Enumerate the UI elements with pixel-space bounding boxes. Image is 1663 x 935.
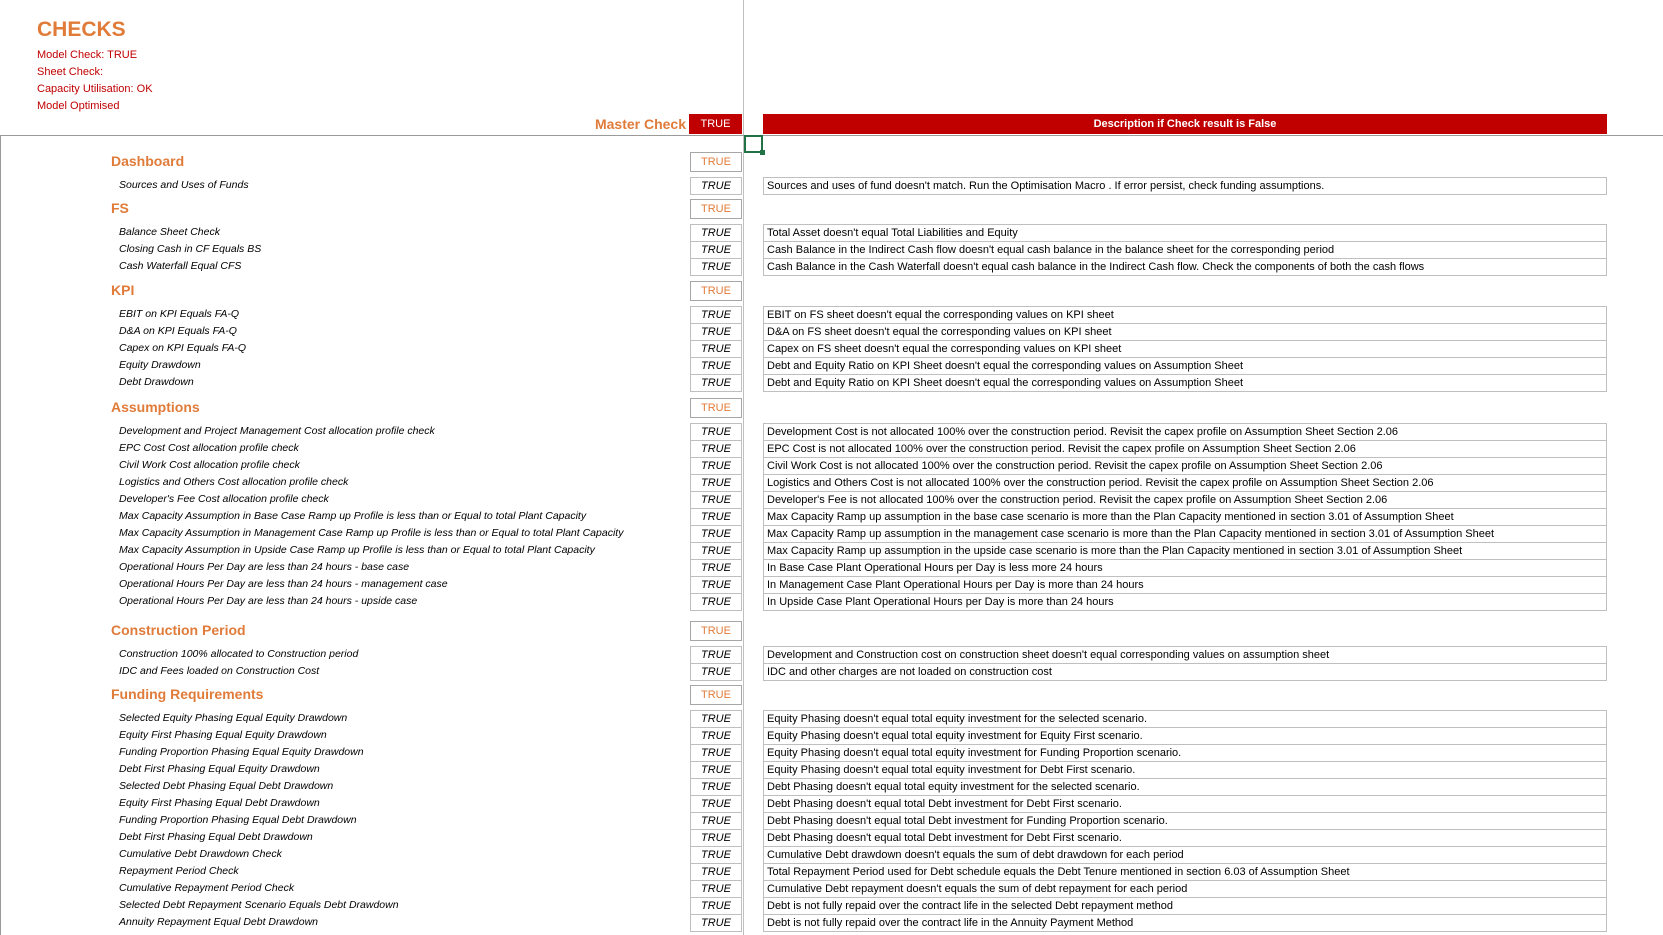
check-label: Repayment Period Check — [119, 865, 239, 877]
check-description[interactable]: D&A on FS sheet doesn't equal the corresponding values on KPI sheet — [763, 323, 1607, 340]
check-label: Logistics and Others Cost allocation profile check — [119, 476, 349, 488]
check-label: Max Capacity Assumption in Upside Case Ramp up Profile is less than or Equal to total Plant Capacity — [119, 544, 595, 556]
check-value[interactable]: TRUE — [690, 374, 742, 392]
check-label: Operational Hours Per Day are less than 24 hours - base case — [119, 561, 410, 573]
check-label: Selected Debt Phasing Equal Debt Drawdown — [119, 780, 334, 792]
check-value[interactable]: TRUE — [690, 357, 742, 374]
check-description[interactable]: Development Cost is not allocated 100% over the construction period. Revisit the capex profile on Assumption Sheet Section 2.06 — [763, 423, 1607, 440]
check-description[interactable]: Capex on FS sheet doesn't equal the corresponding values on KPI sheet — [763, 340, 1607, 357]
check-description[interactable]: Sources and uses of fund doesn't match. Run the Optimisation Macro . If error persist, check funding assumptions. — [763, 177, 1607, 195]
check-value[interactable]: TRUE — [690, 829, 742, 846]
check-value[interactable]: TRUE — [690, 761, 742, 778]
check-value[interactable]: TRUE — [690, 576, 742, 593]
check-label: Selected Equity Phasing Equal Equity Drawdown — [119, 712, 348, 724]
check-description[interactable]: Debt Phasing doesn't equal total Debt investment for Debt First scenario. — [763, 829, 1607, 846]
check-value[interactable]: TRUE — [690, 846, 742, 863]
check-label: Max Capacity Assumption in Management Case Ramp up Profile is less than or Equal to total Plant Capacity — [119, 527, 624, 539]
sheet-check-line: Sheet Check: — [37, 66, 104, 78]
check-description[interactable]: EBIT on FS sheet doesn't equal the corresponding values on KPI sheet — [763, 306, 1607, 323]
check-description[interactable]: Debt Phasing doesn't equal total Debt investment for Debt First scenario. — [763, 795, 1607, 812]
check-description[interactable]: In Management Case Plant Operational Hours per Day is more than 24 hours — [763, 576, 1607, 593]
check-description[interactable]: Equity Phasing doesn't equal total equity investment for the selected scenario. — [763, 710, 1607, 727]
check-value[interactable]: TRUE — [690, 812, 742, 829]
check-value[interactable]: TRUE — [690, 710, 742, 727]
capacity-utilisation-line: Capacity Utilisation: OK — [37, 83, 153, 95]
check-value[interactable]: TRUE — [690, 323, 742, 340]
check-label: Operational Hours Per Day are less than 24 hours - upside case — [119, 595, 418, 607]
check-label: Capex on KPI Equals FA-Q — [119, 342, 247, 354]
check-value[interactable]: TRUE — [690, 727, 742, 744]
left-border — [0, 136, 1, 935]
check-label: EBIT on KPI Equals FA-Q — [119, 308, 240, 320]
check-value[interactable]: TRUE — [690, 880, 742, 897]
check-label: Funding Proportion Phasing Equal Equity Drawdown — [119, 746, 364, 758]
check-label: Closing Cash in CF Equals BS — [119, 243, 262, 255]
model-check-line: Model Check: TRUE — [37, 49, 138, 61]
check-label: Cash Waterfall Equal CFS — [119, 260, 242, 272]
model-optimised-line: Model Optimised — [37, 100, 120, 112]
check-description[interactable]: Debt and Equity Ratio on KPI Sheet doesn't equal the corresponding values on Assumption Sheet — [763, 357, 1607, 374]
frozen-pane-divider — [0, 135, 1663, 136]
check-description[interactable]: Debt Phasing doesn't equal total equity investment for the selected scenario. — [763, 778, 1607, 795]
check-description[interactable]: Cash Balance in the Indirect Cash flow doesn't equal cash balance in the balance sheet for the corresponding period — [763, 241, 1607, 258]
check-label: EPC Cost Cost allocation profile check — [119, 442, 299, 454]
check-description[interactable]: Civil Work Cost is not allocated 100% over the construction period. Revisit the capex profile on Assumption Sheet Section 2.06 — [763, 457, 1607, 474]
check-value[interactable]: TRUE — [690, 241, 742, 258]
check-value[interactable]: TRUE — [690, 508, 742, 525]
check-description[interactable]: Max Capacity Ramp up assumption in the upside case scenario is more than the Plan Capacity mentioned in section 3.01 of Assumption Sheet — [763, 542, 1607, 559]
check-label: Selected Debt Repayment Scenario Equals Debt Drawdown — [119, 899, 399, 911]
check-label: Sources and Uses of Funds — [119, 179, 249, 191]
check-description[interactable]: Development and Construction cost on construction sheet doesn't equal corresponding values on assumption sheet — [763, 646, 1607, 663]
check-description[interactable]: Debt is not fully repaid over the contract life in the Annuity Payment Method — [763, 914, 1607, 932]
check-label: Developer's Fee Cost allocation profile check — [119, 493, 329, 505]
check-description[interactable]: Equity Phasing doesn't equal total equity investment for Equity First scenario. — [763, 727, 1607, 744]
section-check-value[interactable]: TRUE — [690, 199, 742, 219]
check-value[interactable]: TRUE — [690, 778, 742, 795]
section-title: Construction Period — [111, 622, 246, 638]
check-description[interactable]: Cumulative Debt drawdown doesn't equals the sum of debt drawdown for each period — [763, 846, 1607, 863]
check-value[interactable]: TRUE — [690, 177, 742, 195]
page-title: CHECKS — [37, 18, 126, 41]
check-label: Construction 100% allocated to Construction period — [119, 648, 359, 660]
check-label: Max Capacity Assumption in Base Case Ramp up Profile is less than or Equal to total Plant Capacity — [119, 510, 587, 522]
check-label: Cumulative Debt Drawdown Check — [119, 848, 282, 860]
check-description[interactable]: Developer's Fee is not allocated 100% over the construction period. Revisit the capex profile on Assumption Sheet Section 2.06 — [763, 491, 1607, 508]
check-value[interactable]: TRUE — [690, 593, 742, 611]
check-value[interactable]: TRUE — [690, 340, 742, 357]
check-value[interactable]: TRUE — [690, 224, 742, 241]
check-description[interactable]: Total Repayment Period used for Debt schedule equals the Debt Tenure mentioned in section 6.03 of Assumption Sheet — [763, 863, 1607, 880]
section-check-value[interactable]: TRUE — [690, 621, 742, 641]
check-description[interactable]: Debt Phasing doesn't equal total Debt investment for Funding Proportion scenario. — [763, 812, 1607, 829]
check-label: Development and Project Management Cost allocation profile check — [119, 425, 435, 437]
check-description[interactable]: Total Asset doesn't equal Total Liabilities and Equity — [763, 224, 1607, 241]
check-description[interactable]: EPC Cost is not allocated 100% over the construction period. Revisit the capex profile on Assumption Sheet Section 2.06 — [763, 440, 1607, 457]
master-check-label: Master Check — [594, 116, 686, 132]
section-check-value[interactable]: TRUE — [690, 398, 742, 418]
check-value[interactable]: TRUE — [690, 474, 742, 491]
check-label: Funding Proportion Phasing Equal Debt Drawdown — [119, 814, 357, 826]
check-description[interactable]: Debt and Equity Ratio on KPI Sheet doesn't equal the corresponding values on Assumption Sheet — [763, 374, 1607, 392]
check-description[interactable]: Equity Phasing doesn't equal total equity investment for Funding Proportion scenario. — [763, 744, 1607, 761]
section-check-value[interactable]: TRUE — [690, 685, 742, 705]
selected-cell[interactable] — [744, 135, 763, 153]
check-value[interactable]: TRUE — [690, 795, 742, 812]
check-description[interactable]: IDC and other charges are not loaded on construction cost — [763, 663, 1607, 681]
check-label: Cumulative Repayment Period Check — [119, 882, 295, 894]
check-value[interactable]: TRUE — [690, 897, 742, 914]
section-title: Assumptions — [111, 399, 200, 415]
section-title: KPI — [111, 282, 135, 298]
check-value[interactable]: TRUE — [690, 457, 742, 474]
check-value[interactable]: TRUE — [690, 258, 742, 276]
check-label: Balance Sheet Check — [119, 226, 220, 238]
check-description[interactable]: In Base Case Plant Operational Hours per Day is less more 24 hours — [763, 559, 1607, 576]
check-value[interactable]: TRUE — [690, 863, 742, 880]
check-label: IDC and Fees loaded on Construction Cost — [119, 665, 320, 677]
section-title: Dashboard — [111, 153, 185, 169]
check-label: Equity First Phasing Equal Equity Drawdown — [119, 729, 327, 741]
check-description[interactable]: Max Capacity Ramp up assumption in the base case scenario is more than the Plan Capacity mentioned in section 3.01 of Assumption Sheet — [763, 508, 1607, 525]
check-value[interactable]: TRUE — [690, 663, 742, 681]
check-label: Civil Work Cost allocation profile check — [119, 459, 300, 471]
section-title: Funding Requirements — [111, 686, 264, 702]
check-value[interactable]: TRUE — [690, 559, 742, 576]
check-value[interactable]: TRUE — [690, 491, 742, 508]
check-description[interactable]: Equity Phasing doesn't equal total equity investment for Debt First scenario. — [763, 761, 1607, 778]
check-description[interactable]: Cash Balance in the Cash Waterfall doesn't equal cash balance in the Indirect Cash flow. Check the components of both the cash flows — [763, 258, 1607, 276]
check-label: D&A on KPI Equals FA-Q — [119, 325, 237, 337]
check-value[interactable]: TRUE — [690, 542, 742, 559]
check-value[interactable]: TRUE — [690, 306, 742, 323]
check-description[interactable]: In Upside Case Plant Operational Hours per Day is more than 24 hours — [763, 593, 1607, 611]
check-value[interactable]: TRUE — [690, 525, 742, 542]
check-description[interactable]: Logistics and Others Cost is not allocated 100% over the construction period. Revisit the capex profile on Assumption Sheet Section 2.06 — [763, 474, 1607, 491]
check-label: Operational Hours Per Day are less than 24 hours - management case — [119, 578, 448, 590]
check-label: Debt First Phasing Equal Equity Drawdown — [119, 763, 320, 775]
section-check-value[interactable]: TRUE — [690, 281, 742, 301]
check-value[interactable]: TRUE — [690, 440, 742, 457]
check-label: Debt Drawdown — [119, 376, 194, 388]
master-check-value[interactable]: TRUE — [689, 114, 742, 134]
section-check-value[interactable]: TRUE — [690, 152, 742, 172]
section-title: FS — [111, 200, 129, 216]
check-description[interactable]: Cumulative Debt repayment doesn't equals the sum of debt repayment for each period — [763, 880, 1607, 897]
check-label: Annuity Repayment Equal Debt Drawdown — [119, 916, 319, 928]
check-value[interactable]: TRUE — [690, 914, 742, 932]
check-label: Equity First Phasing Equal Debt Drawdown — [119, 797, 320, 809]
check-description[interactable]: Debt is not fully repaid over the contract life in the selected Debt repayment method — [763, 897, 1607, 914]
check-label: Debt First Phasing Equal Debt Drawdown — [119, 831, 313, 843]
check-label: Equity Drawdown — [119, 359, 201, 371]
check-value[interactable]: TRUE — [690, 646, 742, 663]
check-value[interactable]: TRUE — [690, 744, 742, 761]
description-header[interactable]: Description if Check result is False — [763, 114, 1607, 134]
check-description[interactable]: Max Capacity Ramp up assumption in the management case scenario is more than the Plan Capacity mentioned in section 3.01 of Assumption Sheet — [763, 525, 1607, 542]
check-value[interactable]: TRUE — [690, 423, 742, 440]
